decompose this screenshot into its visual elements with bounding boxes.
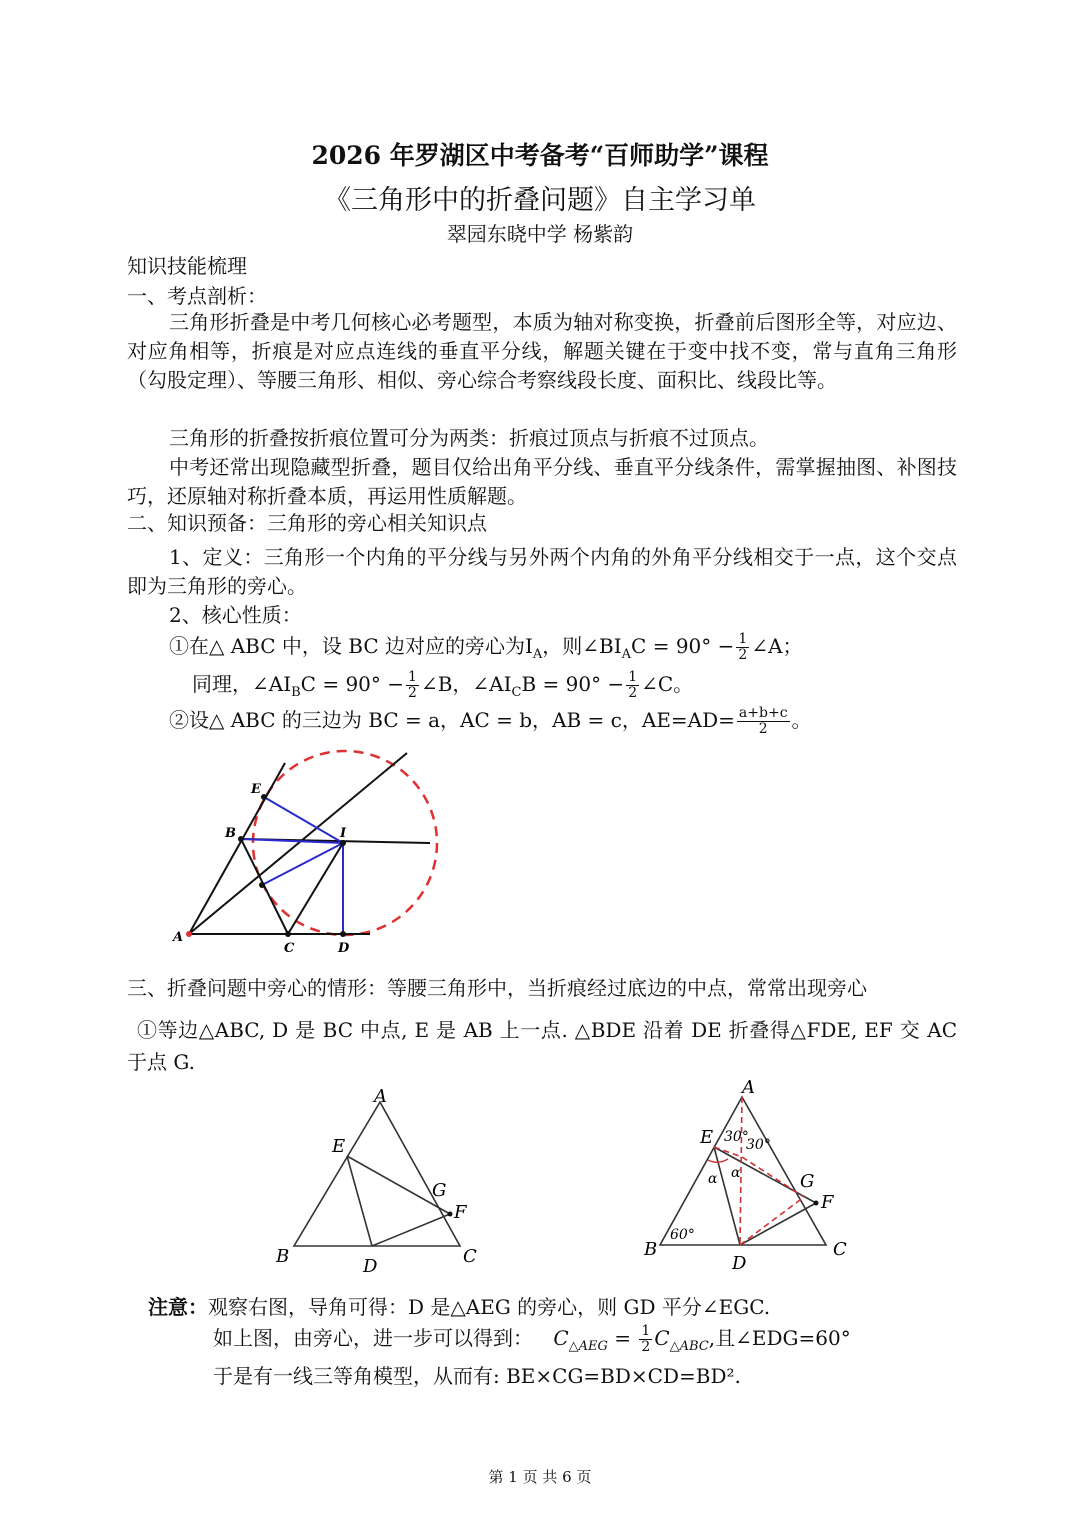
fig2-label-c: C <box>463 1246 477 1267</box>
fig3-alpha-2: α <box>731 1165 741 1181</box>
fig1-label-a: A <box>173 930 184 945</box>
fig3-alpha-1: α <box>708 1171 718 1187</box>
fig3-label-e: E <box>700 1127 714 1148</box>
page-number: 第 1 页 共 6 页 <box>488 1468 592 1486</box>
fig1-label-e: E <box>251 782 261 797</box>
fig2-label-b: B <box>276 1246 290 1267</box>
fig1-label-b: B <box>225 826 236 841</box>
fig3-label-b: B <box>644 1239 658 1260</box>
fig2-label-g: G <box>432 1180 447 1201</box>
excenter-figure <box>165 745 455 960</box>
section1-para3: 中考还常出现隐藏型折叠，题目仅给出角平分线、垂直平分线条件，需掌握抽图、补图技巧，还原轴对称折叠本质，再运用性质解题。 <box>127 455 957 508</box>
property1b-line: 同理，$\angle AI_BC = 90^\circ$ − $\frac{1}{2}$ ∠B，$\angle AI_CB = 90^\circ$ − $\frac{1}{2}$ ∠C。 <box>192 669 694 701</box>
fig3-angle-60: 60° <box>670 1227 695 1243</box>
section1-para2: 三角形的折叠按折痕位置可分为两类：折痕过顶点与折痕不过顶点。 <box>169 426 769 450</box>
fig3-label-g: G <box>800 1171 815 1192</box>
section-heading-3: 三、折叠问题中旁心的情形：等腰三角形中，当折痕经过底边的中点，常常出现旁心 <box>127 976 867 1000</box>
fig3-label-d: D <box>732 1253 747 1274</box>
section-heading-1: 一、考点剖析： <box>127 284 267 308</box>
fig3-label-f: F <box>821 1192 834 1213</box>
fig1-label-i: I <box>340 826 347 841</box>
fig2-label-f: F <box>454 1202 467 1223</box>
fold-figure-right <box>630 1075 870 1275</box>
section1-para1: 三角形折叠是中考几何核心必考题型，本质为轴对称变换，折叠前后图形全等，对应边、对应角相等，折痕是对应点连线的垂直平分线，解题关键在于变中找不变，常与直角三角形（勾股定理）、等腰三角形、相似、旁心综合考察线段长度、面积比、线段比等。 <box>127 310 957 392</box>
fig2-label-a: A <box>374 1086 387 1107</box>
case1-statement: ①等边△ABC, D 是 BC 中点, E 是 AB 上一点. △BDE 沿着 DE 折叠得△FDE, EF 交 AC 于点 G. <box>127 1018 957 1074</box>
line-ai <box>189 753 407 934</box>
fig3-angle-30b: 30° <box>746 1137 771 1153</box>
fig1-label-c: C <box>284 941 295 956</box>
property1-line: ①在△ ABC 中，设 BC 边对应的旁心为$I_A$，则$\angle BI_AC = 90^\circ$ − $\frac{1}{2}$ ∠A； <box>169 631 803 663</box>
fig3-label-c: C <box>833 1239 847 1260</box>
fold-figure-left <box>270 1082 500 1282</box>
note-line1: 注意：观察右图，导角可得：D 是△AEG 的旁心，则 GD 平分∠EGC. <box>148 1295 771 1319</box>
fig1-label-d: D <box>338 941 350 956</box>
author-line: 翠园东晓中学 杨紫韵 <box>446 222 634 246</box>
property2-line: ②设△ ABC 的三边为 BC = a，AC = b，AB = c，AE=AD= $\frac{a+b+c}{2}$ 。 <box>169 705 812 737</box>
line-ab-extended <box>189 763 285 934</box>
note-line2: 如上图，由旁心，进一步可以得到： $C_{\triangle AEG}$ = $\frac{1}{2}$ $C_{\triangle ABC}$,且∠EDG=60° <box>213 1323 851 1355</box>
page-subtitle: 《三角形中的折叠问题》自主学习单 <box>324 185 756 216</box>
fig2-label-e: E <box>332 1136 346 1157</box>
core-property-title: 2、核心性质： <box>169 603 302 627</box>
fig2-label-d: D <box>363 1256 378 1277</box>
fig3-label-a: A <box>742 1077 755 1098</box>
excenter-definition: 1、定义：三角形一个内角的平分线与另外两个内角的外角平分线相交于一点，这个交点即为三角形的旁心。 <box>127 545 957 598</box>
fig3-angle-30a: 30° <box>724 1129 749 1145</box>
section-heading-2: 二、知识预备：三角形的旁心相关知识点 <box>127 511 487 535</box>
note-line3: 于是有一线三等角模型，从而有: BE×CG=BD×CD=BD². <box>213 1364 741 1388</box>
line-ie <box>264 797 343 843</box>
page-title: 2026 年罗湖区中考备考“百师助学”课程 <box>311 141 769 170</box>
section-heading-overview: 知识技能梳理 <box>127 254 247 278</box>
